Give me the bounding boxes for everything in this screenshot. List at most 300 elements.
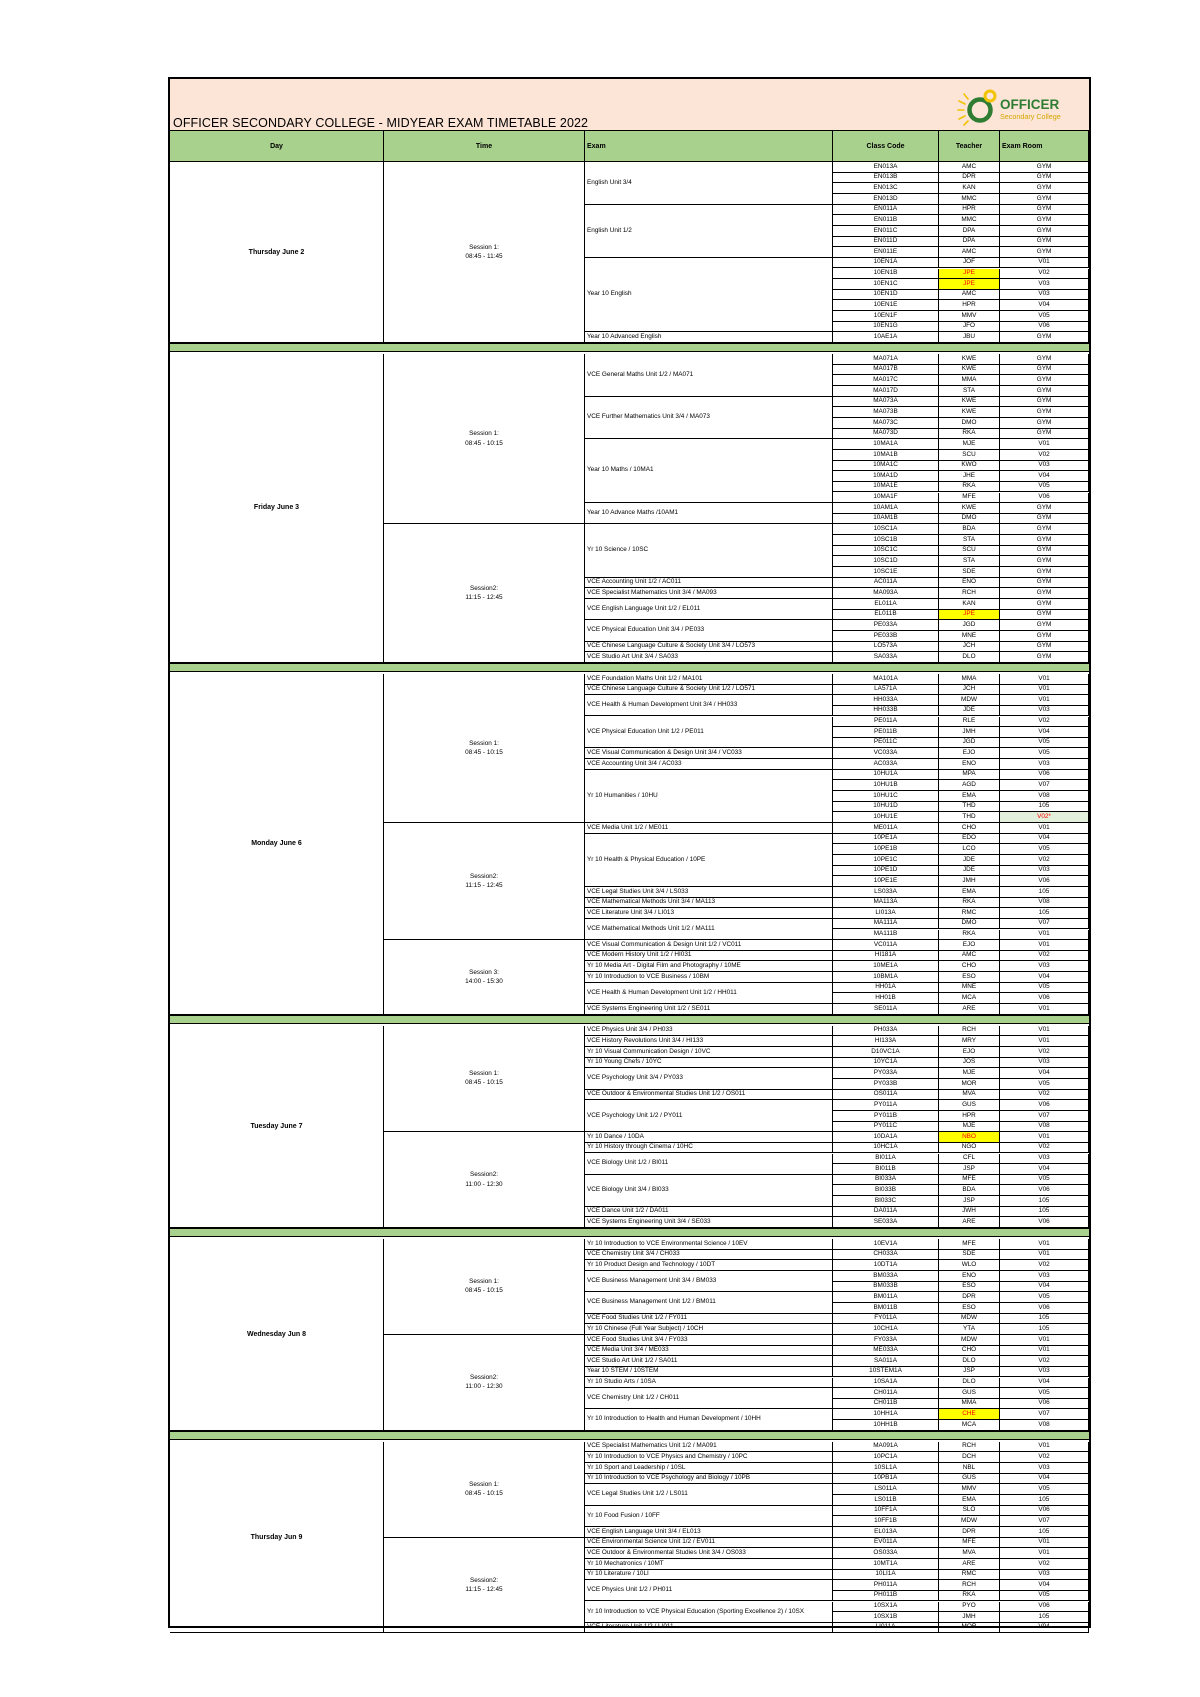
class-code: EL011B [833, 610, 939, 621]
teacher-code: PYO [939, 1602, 1000, 1613]
teacher-code: DLO [939, 652, 1000, 663]
exam-room: V04 [1000, 1378, 1089, 1389]
class-code: MA111A [833, 919, 939, 930]
session-time [384, 162, 585, 343]
teacher-code: DLO [939, 1378, 1000, 1389]
exam-name: Yr 10 Chinese (Full Year Subject) / 10CH [585, 1324, 833, 1335]
exam-name: VCE Physical Education Unit 1/2 / PE011 [585, 717, 833, 749]
session-hours: 14:00 - 15:30 [465, 977, 503, 985]
exam-room: V01 [1000, 823, 1089, 834]
exam-room: V04 [1000, 727, 1089, 738]
exam-room: V01 [1000, 1239, 1089, 1250]
exam-name: VCE Physical Education Unit 3/4 / PE033 [585, 620, 833, 641]
exam-room: V01 [1000, 1036, 1089, 1047]
exam-room: V01 [1000, 685, 1089, 696]
exam-name: VCE Chemistry Unit 1/2 / CH011 [585, 1388, 833, 1409]
class-code: 10HU1B [833, 780, 939, 791]
session-hours: 11:15 - 12:45 [465, 1586, 503, 1594]
class-code: PE011C [833, 738, 939, 749]
teacher-code: MMV [939, 1484, 1000, 1495]
college-logo [956, 84, 1086, 126]
session-time [384, 1538, 585, 1634]
exam-name: Yr 10 Introduction to VCE Physical Education (Sporting Excellence 2) / 10SX [585, 1602, 833, 1623]
exam-name: VCE Specialist Mathematics Unit 1/2 / MA091 [585, 1442, 833, 1453]
exam-room: GYM [1000, 514, 1089, 525]
exam-name: Yr 10 Product Design and Technology / 10DT [585, 1260, 833, 1271]
class-code: 10MA1A [833, 439, 939, 450]
exam-name: VCE Biology Unit 3/4 / BI033 [585, 1175, 833, 1207]
exam-name: VCE History Revolutions Unit 3/4 / HI133 [585, 1036, 833, 1047]
teacher-code: ENO [939, 578, 1000, 589]
teacher-code: SDE [939, 1250, 1000, 1261]
teacher-code: CFL [939, 1154, 1000, 1165]
class-code: 10MA1F [833, 493, 939, 504]
page-title: OFFICER SECONDARY COLLEGE - MIDYEAR EXAM TIMETABLE 2022 [173, 116, 589, 130]
exam-name: Yr 10 Studio Arts / 10SA [585, 1378, 833, 1389]
class-code: HH033A [833, 695, 939, 706]
exam-room: V02 [1000, 1452, 1089, 1463]
exam-room: V05 [1000, 1484, 1089, 1495]
teacher-code: MMV [939, 311, 1000, 322]
teacher-code: DPR [939, 1527, 1000, 1538]
exam-room: V07 [1000, 780, 1089, 791]
teacher-code: JSP [939, 1164, 1000, 1175]
exam-name: VCE Chinese Language Culture & Society Unit 1/2 / LO571 [585, 685, 833, 696]
class-code: EN011A [833, 205, 939, 216]
class-code: CH011B [833, 1399, 939, 1410]
exam-room: V06 [1000, 1100, 1089, 1111]
class-code: LA571A [833, 685, 939, 696]
exam-room: V02 [1000, 1143, 1089, 1154]
class-code: LS033A [833, 887, 939, 898]
session-time [384, 524, 585, 662]
teacher-code: JWH [939, 1207, 1000, 1218]
teacher-code: DMO [939, 919, 1000, 930]
class-code: MA073B [833, 407, 939, 418]
teacher-code: JOF [939, 258, 1000, 269]
exam-name: Year 10 Advance Maths /10AM1 [585, 503, 833, 524]
exam-name: Yr 10 Health & Physical Education / 10PE [585, 834, 833, 887]
exam-room: V01 [1000, 1442, 1089, 1453]
teacher-code: JDE [939, 855, 1000, 866]
col-header-exam: Exam [585, 130, 833, 162]
col-header-time: Time [384, 130, 585, 162]
exam-room: V03 [1000, 461, 1089, 472]
exam-name: Yr 10 Dance / 10DA [585, 1132, 833, 1143]
teacher-code: MJE [939, 1122, 1000, 1133]
exam-name: VCE Environmental Science Unit 1/2 / EV011 [585, 1538, 833, 1549]
teacher-code: MFE [939, 1239, 1000, 1250]
exam-name: VCE Visual Communication & Design Unit 1/2 / VC011 [585, 940, 833, 951]
teacher-code: EJO [939, 940, 1000, 951]
class-code: 10PE1B [833, 844, 939, 855]
class-code: MA113A [833, 898, 939, 909]
teacher-code: KWE [939, 503, 1000, 514]
day-label: Thursday Jun 9 [170, 1442, 384, 1634]
exam-room: V04 [1000, 972, 1089, 983]
exam-room: V06 [1000, 770, 1089, 781]
teacher-code: EJO [939, 748, 1000, 759]
exam-room: GYM [1000, 599, 1089, 610]
class-code: ME033A [833, 1346, 939, 1357]
session-time [384, 1132, 585, 1228]
session-label: Session 3: [469, 968, 499, 976]
teacher-code: MMA [939, 674, 1000, 685]
teacher-code: EMA [939, 887, 1000, 898]
exam-name: VCE Food Studies Unit 1/2 / FY011 [585, 1314, 833, 1325]
session-label: Session 1: [469, 1070, 499, 1078]
exam-name: VCE Foundation Maths Unit 1/2 / MA101 [585, 674, 833, 685]
exam-name: VCE Health & Human Development Unit 1/2 / HH011 [585, 983, 833, 1004]
teacher-code: JCH [939, 642, 1000, 653]
teacher-code: MDW [939, 1516, 1000, 1527]
exam-name: Yr 10 Literature / 10LI [585, 1570, 833, 1581]
exam-name: VCE Food Studies Unit 3/4 / FY033 [585, 1335, 833, 1346]
teacher-code: STA [939, 556, 1000, 567]
teacher-code: MDW [939, 695, 1000, 706]
class-code: PY033B [833, 1079, 939, 1090]
exam-room: 105 [1000, 1612, 1089, 1623]
teacher-code: AMC [939, 247, 1000, 258]
teacher-code: HPR [939, 205, 1000, 216]
exam-room: 105 [1000, 1324, 1089, 1335]
exam-room: 105 [1000, 1207, 1089, 1218]
exam-room: GYM [1000, 429, 1089, 440]
sun-logo-icon [956, 84, 1086, 126]
exam-name: VCE Studio Art Unit 1/2 / SA011 [585, 1356, 833, 1367]
class-code: AC033A [833, 759, 939, 770]
teacher-code: JPE [939, 269, 1000, 280]
class-code: 10EN1G [833, 322, 939, 333]
exam-room: V03 [1000, 290, 1089, 301]
session-label: Session2: [469, 1576, 499, 1584]
class-code: BI033B [833, 1185, 939, 1196]
exam-room: V04 [1000, 471, 1089, 482]
class-code: PY011B [833, 1111, 939, 1122]
exam-name: Yr 10 Introduction to Health and Human Development / 10HH [585, 1409, 833, 1430]
class-code: HH01A [833, 983, 939, 994]
class-code: 10MA1D [833, 471, 939, 482]
session-time [384, 1239, 585, 1335]
exam-room: GYM [1000, 546, 1089, 557]
session-time [384, 823, 585, 940]
teacher-code: KWE [939, 365, 1000, 376]
day-label: Monday June 6 [170, 674, 384, 1015]
teacher-code: JDE [939, 866, 1000, 877]
teacher-code: DMO [939, 514, 1000, 525]
class-code: 10EN1A [833, 258, 939, 269]
exam-room: GYM [1000, 194, 1089, 205]
exam-room: V04 [1000, 1164, 1089, 1175]
exam-room: V08 [1000, 1122, 1089, 1133]
teacher-code: MOR [939, 1623, 1000, 1634]
teacher-code: JMH [939, 876, 1000, 887]
teacher-code: JPE [939, 610, 1000, 621]
class-code: 10SC1B [833, 535, 939, 546]
exam-room: 105 [1000, 887, 1089, 898]
exam-name: VCE Media Unit 1/2 / ME011 [585, 823, 833, 834]
exam-room: V03 [1000, 1367, 1089, 1378]
teacher-code: THD [939, 802, 1000, 813]
exam-room: V01 [1000, 1335, 1089, 1346]
teacher-code: GUS [939, 1100, 1000, 1111]
exam-room: V05 [1000, 738, 1089, 749]
exam-name: VCE General Maths Unit 1/2 / MA071 [585, 354, 833, 397]
class-code: BI033C [833, 1196, 939, 1207]
class-code: PE033B [833, 631, 939, 642]
class-code: MA093A [833, 588, 939, 599]
exam-room: V05 [1000, 983, 1089, 994]
class-code: HH01B [833, 993, 939, 1004]
exam-room: GYM [1000, 578, 1089, 589]
exam-room: V05 [1000, 1175, 1089, 1186]
class-code: SA033A [833, 652, 939, 663]
class-code: 10HU1C [833, 791, 939, 802]
exam-room: V03 [1000, 1154, 1089, 1165]
teacher-code: MCA [939, 1420, 1000, 1431]
class-code: 10EN1D [833, 290, 939, 301]
exam-room: GYM [1000, 375, 1089, 386]
exam-name: Yr 10 Introduction to VCE Business / 10BM [585, 972, 833, 983]
exam-room: V02* [1000, 812, 1089, 823]
teacher-code: KWE [939, 397, 1000, 408]
teacher-code: SCU [939, 450, 1000, 461]
exam-name: Yr 10 Food Fusion / 10FF [585, 1506, 833, 1527]
exam-room: V01 [1000, 1538, 1089, 1549]
exam-name: VCE Mathematical Methods Unit 1/2 / MA111 [585, 919, 833, 940]
exam-name: VCE Health & Human Development Unit 3/4 / HH033 [585, 695, 833, 716]
teacher-code: AMC [939, 162, 1000, 173]
teacher-code: KAN [939, 183, 1000, 194]
class-code: EN011C [833, 226, 939, 237]
teacher-code: RCH [939, 1580, 1000, 1591]
class-code: EN011E [833, 247, 939, 258]
teacher-code: RCH [939, 588, 1000, 599]
session-time [384, 1026, 585, 1133]
day-separator-band [170, 1431, 1089, 1440]
teacher-code: DPR [939, 173, 1000, 184]
teacher-code: JGD [939, 620, 1000, 631]
class-code: 10EN1C [833, 279, 939, 290]
class-code: EL011A [833, 599, 939, 610]
svg-text:OFFICER: OFFICER [1000, 97, 1060, 112]
teacher-code: MMC [939, 194, 1000, 205]
class-code: 10EN1F [833, 311, 939, 322]
exam-room: GYM [1000, 173, 1089, 184]
class-code: 10AE1A [833, 332, 939, 343]
col-header-class-code: Class Code [833, 130, 939, 162]
exam-room: GYM [1000, 610, 1089, 621]
teacher-code: ENO [939, 759, 1000, 770]
exam-room: V05 [1000, 1591, 1089, 1602]
teacher-code: JOS [939, 1058, 1000, 1069]
exam-room: V04 [1000, 1068, 1089, 1079]
class-code: MA017D [833, 386, 939, 397]
exam-room: GYM [1000, 162, 1089, 173]
class-code: 10ME1A [833, 961, 939, 972]
teacher-code: STA [939, 535, 1000, 546]
teacher-code: MDW [939, 1314, 1000, 1325]
exam-name: Yr 10 Young Chefs / 10YC [585, 1058, 833, 1069]
session-time [384, 1442, 585, 1538]
exam-name: Yr 10 Introduction to VCE Environmental Science / 10EV [585, 1239, 833, 1250]
exam-room: GYM [1000, 237, 1089, 248]
session-label: Session 1: [469, 739, 499, 747]
session-time [384, 354, 585, 524]
exam-name: VCE Specialist Mathematics Unit 3/4 / MA093 [585, 588, 833, 599]
exam-room: GYM [1000, 183, 1089, 194]
session-label: Session2: [469, 872, 499, 880]
teacher-code: MFE [939, 1175, 1000, 1186]
teacher-code: MCA [939, 993, 1000, 1004]
teacher-code: RKA [939, 429, 1000, 440]
exam-room: V02 [1000, 269, 1089, 280]
class-code: BM011B [833, 1303, 939, 1314]
day-label: Thursday June 2 [170, 162, 384, 343]
exam-room: V02 [1000, 1090, 1089, 1101]
teacher-code: ARE [939, 1559, 1000, 1570]
exam-name: Yr 10 History through Cinema / 10HC [585, 1143, 833, 1154]
exam-room: GYM [1000, 642, 1089, 653]
teacher-code: AGD [939, 780, 1000, 791]
exam-room: GYM [1000, 652, 1089, 663]
exam-room: V05 [1000, 1292, 1089, 1303]
exam-room: V06 [1000, 1506, 1089, 1517]
exam-name: Yr 10 Sport and Leadership / 10SL [585, 1463, 833, 1474]
session-hours: 08:45 - 10:15 [465, 1490, 503, 1498]
teacher-code: RKA [939, 898, 1000, 909]
class-code: AC011A [833, 578, 939, 589]
exam-room: GYM [1000, 620, 1089, 631]
class-code: VC033A [833, 748, 939, 759]
exam-room: GYM [1000, 567, 1089, 578]
exam-room: GYM [1000, 354, 1089, 365]
exam-name: VCE Further Mathematics Unit 3/4 / MA073 [585, 397, 833, 440]
exam-room: GYM [1000, 247, 1089, 258]
teacher-code: RCH [939, 1026, 1000, 1037]
exam-room: 105 [1000, 908, 1089, 919]
day-label: Friday June 3 [170, 354, 384, 663]
class-code: 10MA1B [833, 450, 939, 461]
exam-room: V01 [1000, 1132, 1089, 1143]
session-label: Session2: [469, 584, 499, 592]
exam-room: GYM [1000, 631, 1089, 642]
exam-name: Year 10 Advanced English [585, 332, 833, 343]
class-code: EN013C [833, 183, 939, 194]
exam-name: Yr 10 Introduction to VCE Physics and Chemistry / 10PC [585, 1452, 833, 1463]
exam-room: V07 [1000, 1516, 1089, 1527]
exam-room: V08 [1000, 898, 1089, 909]
class-code: MA071A [833, 354, 939, 365]
session-hours: 11:00 - 12:30 [465, 1383, 503, 1391]
class-code: LS011B [833, 1495, 939, 1506]
class-code: 10MA1E [833, 482, 939, 493]
teacher-code: DCH [939, 1452, 1000, 1463]
class-code: VC011A [833, 940, 939, 951]
session-hours: 11:00 - 12:30 [465, 1180, 503, 1188]
exam-room: V02 [1000, 951, 1089, 962]
class-code: 10HU1A [833, 770, 939, 781]
class-code: 10MT1A [833, 1559, 939, 1570]
exam-room: V08 [1000, 1420, 1089, 1431]
class-code: EL013A [833, 1527, 939, 1538]
exam-room: GYM [1000, 556, 1089, 567]
teacher-code: EMA [939, 1495, 1000, 1506]
exam-room: V07 [1000, 1111, 1089, 1122]
session-hours: 08:45 - 10:15 [465, 439, 503, 447]
session-label: Session 1: [469, 1480, 499, 1488]
exam-room: V01 [1000, 940, 1089, 951]
exam-room: GYM [1000, 332, 1089, 343]
teacher-code: RMC [939, 1570, 1000, 1581]
teacher-code: CHE [939, 1409, 1000, 1420]
class-code: MA111B [833, 930, 939, 941]
exam-room: V01 [1000, 258, 1089, 269]
exam-room: V04 [1000, 1474, 1089, 1485]
session-label: Session 1: [469, 430, 499, 438]
teacher-code: RKA [939, 930, 1000, 941]
class-code: PE011A [833, 717, 939, 728]
exam-name: VCE Physics Unit 3/4 / PH033 [585, 1026, 833, 1037]
exam-room: V05 [1000, 1079, 1089, 1090]
exam-room: GYM [1000, 524, 1089, 535]
session-hours: 08:45 - 11:45 [465, 253, 503, 261]
class-code: 10PC1A [833, 1452, 939, 1463]
teacher-code: DMO [939, 418, 1000, 429]
exam-room: V02 [1000, 450, 1089, 461]
exam-room: 105 [1000, 1314, 1089, 1325]
teacher-code: AMC [939, 951, 1000, 962]
class-code: EN013B [833, 173, 939, 184]
teacher-code: ENO [939, 1271, 1000, 1282]
class-code: DA011A [833, 1207, 939, 1218]
class-code: 10SC1D [833, 556, 939, 567]
day-separator-band [170, 1015, 1089, 1024]
exam-name: VCE Visual Communication & Design Unit 3/4 / VC033 [585, 748, 833, 759]
exam-room: V02 [1000, 1047, 1089, 1058]
class-code: OS011A [833, 1090, 939, 1101]
class-code: 10SX1A [833, 1602, 939, 1613]
exam-room: V05 [1000, 1388, 1089, 1399]
exam-room: V05 [1000, 311, 1089, 322]
exam-room: GYM [1000, 226, 1089, 237]
exam-room: V01 [1000, 930, 1089, 941]
class-code: MA073A [833, 397, 939, 408]
class-code: EN011B [833, 215, 939, 226]
class-code: MA073D [833, 429, 939, 440]
exam-name: VCE Physics Unit 1/2 / PH011 [585, 1580, 833, 1601]
class-code: 10HH1B [833, 1420, 939, 1431]
class-code: 10SX1B [833, 1612, 939, 1623]
class-code: MA017B [833, 365, 939, 376]
class-code: 10DA1A [833, 1132, 939, 1143]
svg-text:Secondary College: Secondary College [1000, 112, 1061, 121]
exam-room: V07 [1000, 1409, 1089, 1420]
class-code: PE033A [833, 620, 939, 631]
class-code: BI011B [833, 1164, 939, 1175]
teacher-code: JFO [939, 322, 1000, 333]
exam-name: Yr 10 Mechatronics / 10MT [585, 1559, 833, 1570]
class-code: SE011A [833, 1004, 939, 1015]
exam-room: GYM [1000, 386, 1089, 397]
teacher-code: KAN [939, 599, 1000, 610]
day-separator-band [170, 663, 1089, 672]
exam-room: V04 [1000, 834, 1089, 845]
exam-room: V01 [1000, 1548, 1089, 1559]
class-code: MA091A [833, 1442, 939, 1453]
class-code: BI033A [833, 1175, 939, 1186]
teacher-code: LCO [939, 844, 1000, 855]
